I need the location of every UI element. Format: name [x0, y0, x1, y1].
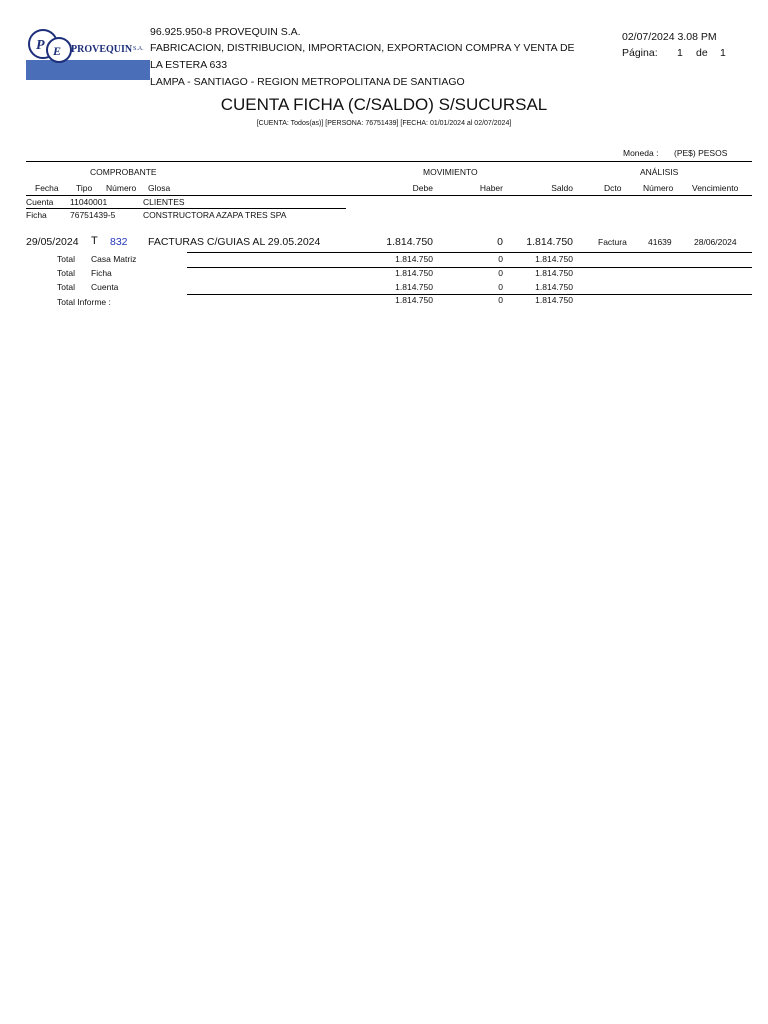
col-glosa: Glosa [148, 183, 171, 193]
cuenta-rule [26, 208, 346, 209]
ficha-name: CONSTRUCTORA AZAPA TRES SPA [143, 210, 287, 220]
report-subtitle: [CUENTA: Todos(as)] [PERSONA: 76751439] [FECHA: 01/01/2024 al 02/07/2024] [256, 120, 512, 127]
col-numero: Número [106, 183, 137, 193]
header-top-rule [26, 161, 752, 162]
entry-vencimiento: 28/06/2024 [694, 237, 737, 247]
page-number: 1 [677, 47, 683, 59]
total-informe-debe: 1.814.750 [395, 295, 433, 305]
total-haber: 0 [498, 254, 503, 264]
company-location: LAMPA - SANTIAGO - REGION METROPOLITANA DE SANTIAGO [150, 76, 465, 88]
logo-text: PROVEQUIN [71, 44, 133, 55]
total-label: Total [57, 254, 75, 264]
ficha-label: Ficha [26, 210, 47, 220]
entry-dcto: Factura [598, 237, 627, 247]
total-debe: 1.814.750 [395, 268, 433, 278]
total-saldo: 1.814.750 [535, 254, 573, 264]
ficha-code: 76751439-5 [70, 210, 116, 220]
group-comprobante: COMPROBANTE [90, 167, 157, 177]
entry-tipo: T [91, 235, 98, 247]
report-datetime: 02/07/2024 3.08 PM [622, 31, 717, 43]
cuenta-name: CLIENTES [143, 197, 185, 207]
col-fecha: Fecha [35, 183, 59, 193]
company-address: LA ESTERA 633 [150, 59, 228, 71]
group-analisis: ANÁLISIS [640, 167, 679, 177]
svg-text:P: P [36, 38, 45, 53]
col-saldo: Saldo [551, 183, 573, 193]
company-logo [26, 24, 150, 80]
report-title: CUENTA FICHA (C/SALDO) S/SUCURSAL [220, 95, 548, 114]
total-label: Total [57, 282, 75, 292]
total-haber: 0 [498, 282, 503, 292]
page-label: Página: [622, 47, 658, 59]
entry-glosa: FACTURAS C/GUIAS AL 29.05.2024 [148, 236, 321, 248]
col-vencimiento: Vencimiento [692, 183, 739, 193]
total-informe-saldo: 1.814.750 [535, 295, 573, 305]
entry-rule [187, 252, 752, 253]
total-debe: 1.814.750 [395, 254, 433, 264]
col-dcto: Dcto [604, 183, 622, 193]
col-haber: Haber [479, 183, 503, 193]
entry-numero-link[interactable]: 832 [110, 236, 128, 248]
svg-text:E: E [53, 44, 62, 58]
total-informe-label: Total Informe : [57, 297, 111, 307]
currency-value: (PE$) PESOS [674, 148, 728, 158]
col-tipo: Tipo [76, 183, 93, 193]
total-saldo: 1.814.750 [535, 282, 573, 292]
total-saldo: 1.814.750 [535, 268, 573, 278]
total-name: Cuenta [91, 282, 119, 292]
entry-saldo: 1.814.750 [526, 236, 573, 248]
currency-label: Moneda : [623, 148, 659, 158]
total-name: Casa Matriz [91, 254, 137, 264]
total-haber: 0 [498, 268, 503, 278]
cuenta-code: 11040001 [70, 197, 108, 207]
total-label: Total [57, 268, 75, 278]
total-debe: 1.814.750 [395, 282, 433, 292]
group-movimiento: MOVIMIENTO [423, 167, 478, 177]
header-bottom-rule [26, 195, 752, 196]
company-activity: FABRICACION, DISTRIBUCION, IMPORTACION, EXPORTACION COMPRA Y VENTA DE [150, 42, 575, 54]
entry-debe: 1.814.750 [386, 236, 433, 248]
entry-fecha: 29/05/2024 [26, 236, 79, 248]
page-of: de [696, 47, 708, 59]
col-debe: Debe [412, 183, 433, 193]
company-rut-name: 96.925.950-8 PROVEQUIN S.A. [150, 26, 301, 38]
col-numero-analisis: Número [643, 183, 674, 193]
page-total: 1 [720, 47, 726, 59]
entry-haber: 0 [497, 236, 503, 248]
entry-numero-analisis: 41639 [648, 237, 672, 247]
cuenta-label: Cuenta [26, 197, 54, 207]
total-name: Ficha [91, 268, 112, 278]
total-informe-haber: 0 [498, 295, 503, 305]
logo-suffix: S.A. [133, 46, 144, 52]
